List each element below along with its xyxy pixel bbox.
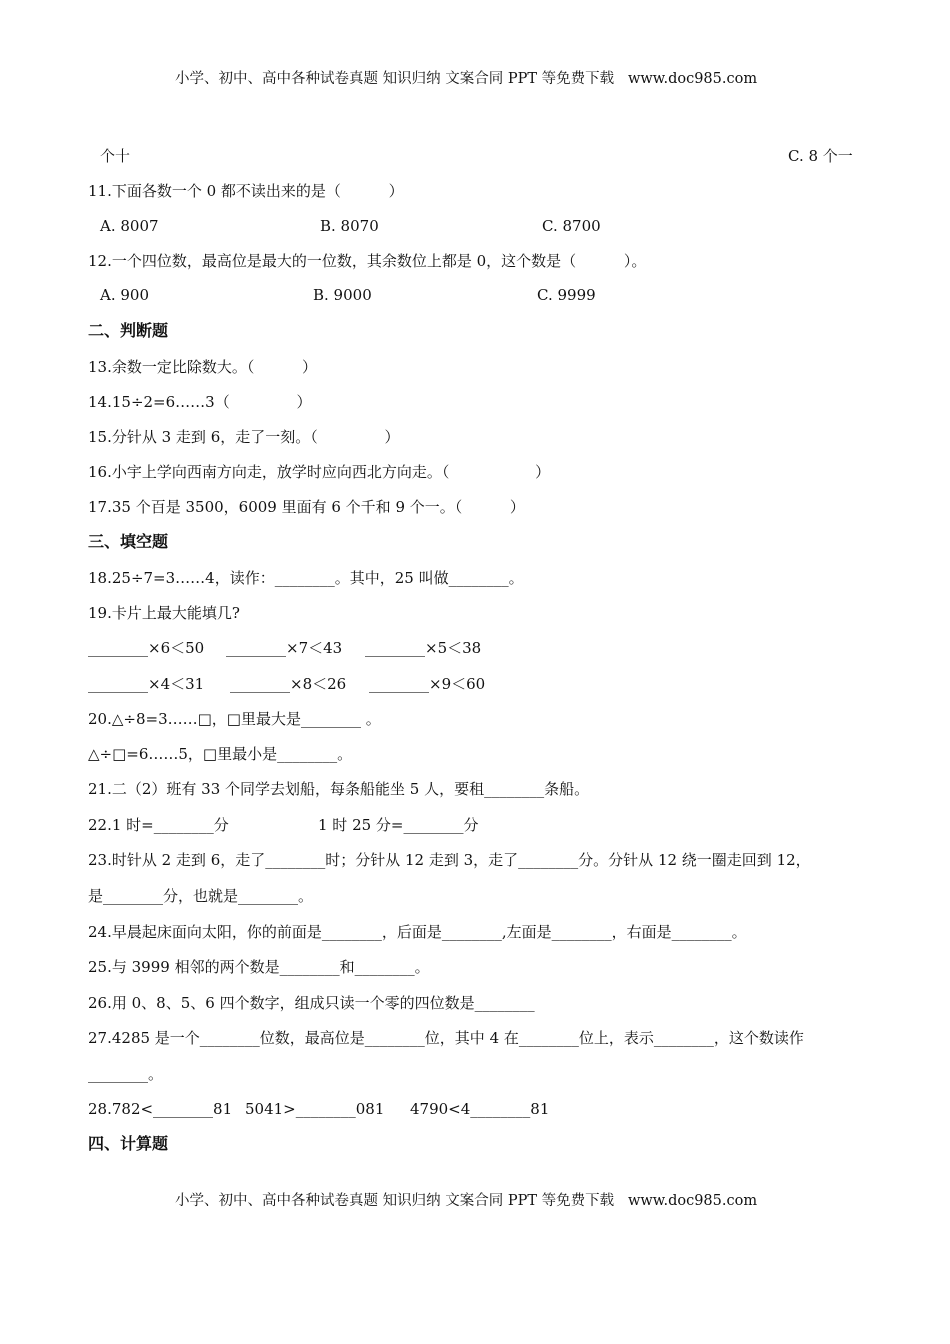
q27-line-2: ________。 (88, 1065, 164, 1083)
q12-option-b: B. 9000 (313, 286, 372, 304)
q19-stem: 19.卡片上最大能填几? (88, 604, 240, 622)
q19-item: ________×5＜38 (365, 639, 482, 657)
q12-stem: 12.一个四位数，最高位是最大的一位数，其余数位上都是 0，这个数是（ ）。 (88, 252, 647, 270)
q17: 17.35 个百是 3500，6009 里面有 6 个千和 9 个一。（ ） (88, 498, 525, 516)
q16: 16.小宇上学向西南方向走，放学时应向西北方向走。（ ） (88, 463, 551, 481)
q10-option-c: C. 8 个一 (788, 147, 853, 165)
q18: 18.25÷7=3……4，读作：________。其中，25 叫做________。 (88, 569, 524, 587)
q28-item: 5041>________081 (245, 1100, 385, 1118)
q11-option-c: C. 8700 (542, 217, 601, 235)
q10-option-tail: 个十 (100, 147, 131, 165)
q28-item: 28.782<________81 (88, 1100, 233, 1118)
q13: 13.余数一定比除数大。（ ） (88, 358, 318, 376)
q15: 15.分针从 3 走到 6，走了一刻。（ ） (88, 428, 400, 446)
q12-option-c: C. 9999 (537, 286, 596, 304)
q23-line-2: 是________分，也就是________。 (88, 887, 314, 905)
q20-line-1: 20.△÷8=3……□，□里最大是________ 。 (88, 710, 381, 728)
section-heading-judgement: 二、判断题 (88, 321, 169, 340)
q22-part-a: 22.1 时=________分 (88, 816, 229, 834)
q19-item: ________×4＜31 (88, 675, 205, 693)
q26: 26.用 0、8、5、6 四个数字，组成只读一个零的四位数是________ (88, 994, 535, 1012)
q25: 25.与 3999 相邻的两个数是________和________。 (88, 958, 430, 976)
q11-option-b: B. 8070 (320, 217, 379, 235)
section-heading-calculation: 四、计算题 (88, 1134, 169, 1153)
q28-item: 4790<4________81 (410, 1100, 550, 1118)
q27-line-1: 27.4285 是一个________位数，最高位是________位，其中 4 在________位上，表示________，这个数读作 (88, 1029, 804, 1047)
q19-item: ________×6＜50 (88, 639, 205, 657)
page-header: 小学、初中、高中各种试卷真题 知识归纳 文案合同 PPT 等免费下载 www.doc985.com (175, 71, 758, 87)
q21: 21.二（2）班有 33 个同学去划船，每条船能坐 5 人，要租________条船。 (88, 780, 590, 798)
page-footer: 小学、初中、高中各种试卷真题 知识归纳 文案合同 PPT 等免费下载 www.doc985.com (175, 1193, 758, 1209)
q23-line-1: 23.时针从 2 走到 6，走了________时；分针从 12 走到 3，走了________分。分针从 12 绕一圈走回到 12， (88, 851, 811, 869)
q24: 24.早晨起床面向太阳，你的前面是________，后面是________,左面是________，右面是________。 (88, 923, 747, 941)
q14: 14.15÷2=6……3（ ） (88, 393, 312, 411)
q12-option-a: A. 900 (100, 286, 149, 304)
q20-line-2: △÷□=6……5，□里最小是________。 (88, 745, 353, 763)
section-heading-fill-in: 三、填空题 (88, 532, 169, 551)
q19-item: ________×9＜60 (369, 675, 486, 693)
q19-item: ________×8＜26 (230, 675, 347, 693)
q11-option-a: A. 8007 (100, 217, 159, 235)
q11-stem: 11.下面各数一个 0 都不读出来的是（ ） (88, 182, 404, 200)
q22-part-b: 1 时 25 分=________分 (318, 816, 479, 834)
q19-item: ________×7＜43 (226, 639, 343, 657)
